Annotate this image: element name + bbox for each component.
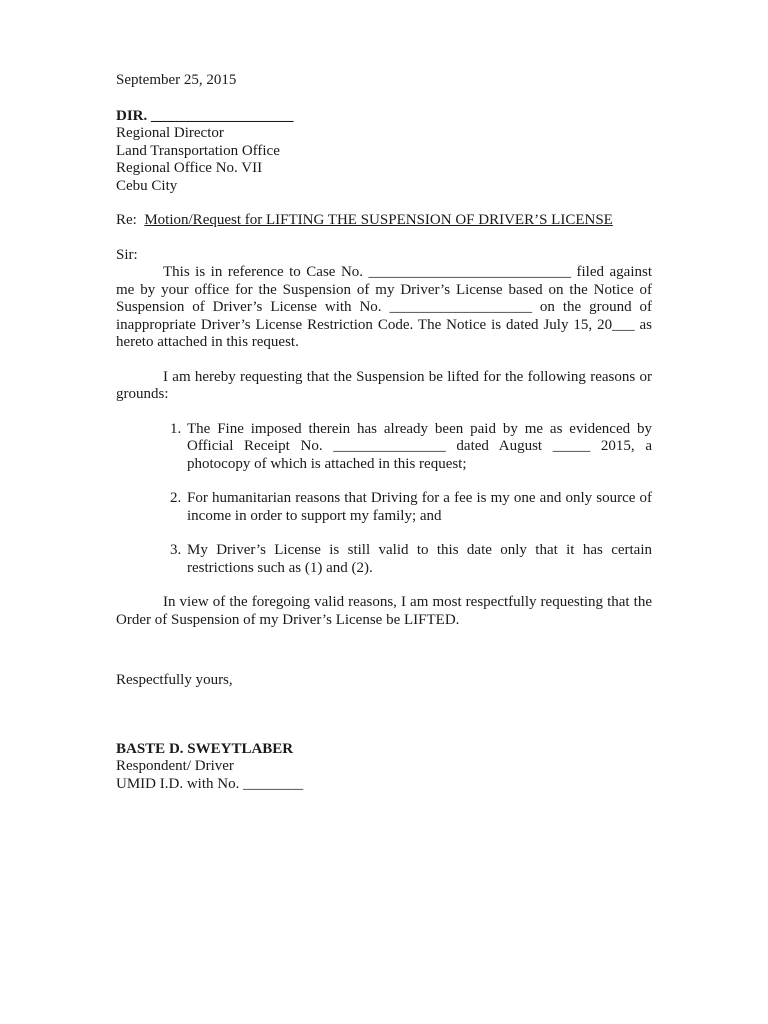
addressee-title: DIR. ___________________ (116, 107, 294, 124)
signatory-block (116, 741, 652, 794)
signatory-id-line: UMID I.D. with No. ________ (116, 775, 304, 792)
reason-item-2: 2. For humanitarian reasons that Driving for a fee is my one and only source of income in order to support my family; and (185, 490, 652, 525)
body-paragraph-3: In view of the foregoing valid reasons, I am most respectfully requesting that the Order of Suspension of my Driver’s License be LIFTED. (116, 594, 652, 628)
addressee-city: Cebu City (116, 177, 178, 194)
reason-item-1: 1. The Fine imposed therein has already been paid by me as evidenced by Official Receipt No. _______________ dated August _____ 2015, a photocopy of which is attached in this request; (185, 421, 652, 474)
re-subject: Motion/Request for LIFTING THE SUSPENSION OF DRIVER’S LICENSE (144, 212, 613, 228)
addressee-position: Regional Director (116, 125, 224, 141)
salutation: Sir: (116, 246, 138, 263)
addressee-office: Land Transportation Office (116, 142, 280, 159)
signatory-name: BASTE D. SWEYTLABER (116, 740, 294, 757)
body-paragraph-1: This is in reference to Case No. ___________________________ filed against me by your office for the Suspension of my Driver’s License based on the Notice of Suspension of Driver’s License with No. ___________________ on the ground of inappropriate Driver’s License Restriction Code. The Notice is dated July 15, 20___ as hereto attached in this request. (116, 264, 652, 350)
signatory-role: Respondent/ Driver (116, 758, 234, 774)
reason-item-3: 3. My Driver’s License is still valid to this date only that it has certain restrictions such as (1) and (2). (185, 542, 652, 577)
re-line (116, 212, 652, 230)
body-paragraph-2: I am hereby requesting that the Suspension be lifted for the following reasons or grounds: (116, 368, 652, 402)
letter-page (116, 72, 652, 793)
reasons-list (116, 421, 652, 578)
re-label: Re: (116, 212, 137, 228)
addressee-region: Regional Office No. VII (116, 160, 263, 176)
addressee-block (116, 108, 652, 196)
letter-date: September 25, 2015 (116, 72, 237, 88)
closing: Respectfully yours, (116, 672, 233, 688)
